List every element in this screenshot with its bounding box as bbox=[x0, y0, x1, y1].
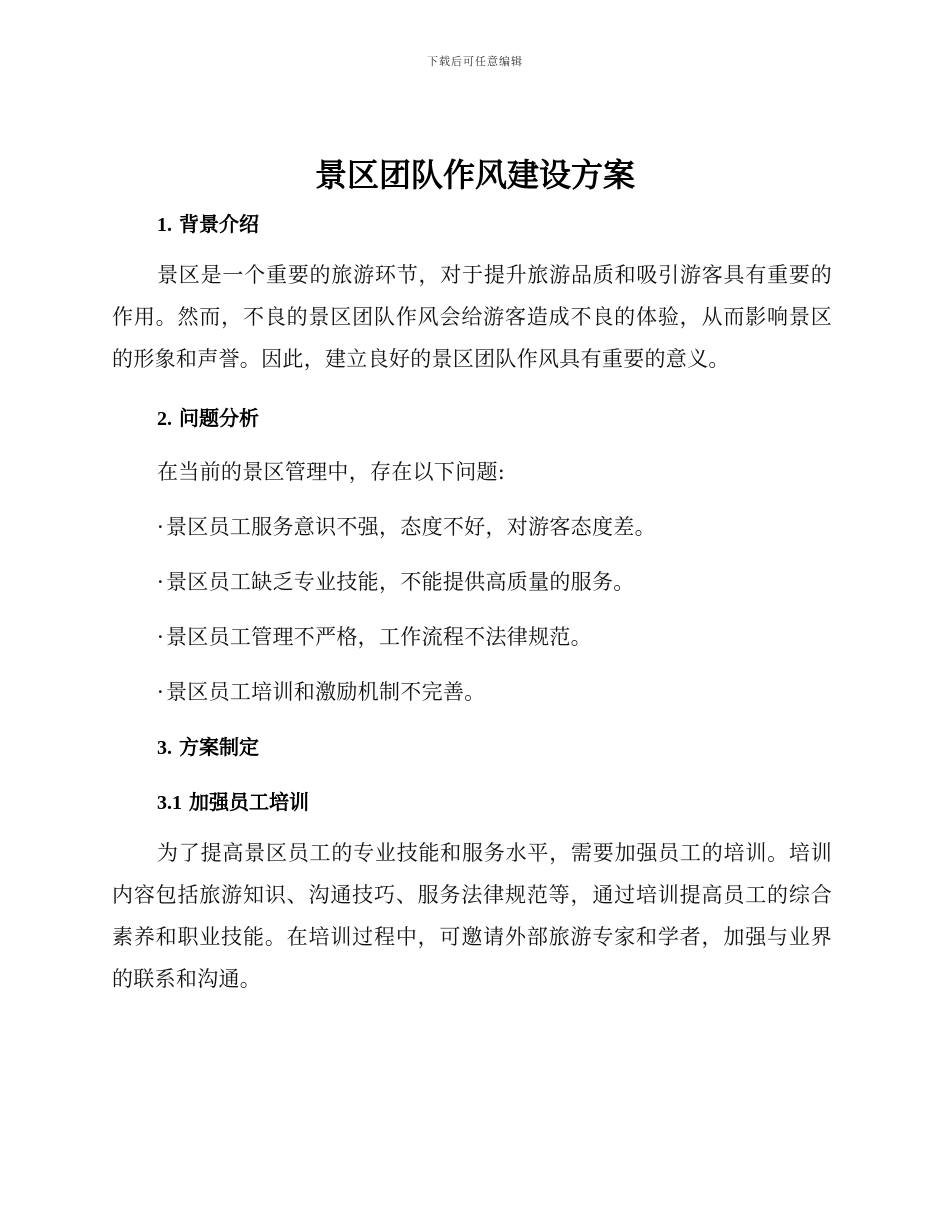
problem-list-item bbox=[157, 511, 656, 541]
problem-text: 景区员工培训和激励机制不完善。 bbox=[165, 680, 486, 704]
subsection-heading-training bbox=[157, 786, 309, 815]
document-title: 景区团队作风建设方案 bbox=[314, 156, 635, 194]
section-title: 方案制定 bbox=[178, 735, 259, 759]
bullet-icon: · bbox=[157, 515, 164, 539]
training-paragraph: 为了提高景区员工的专业技能和服务水平，需要加强员工的培训。培训内容包括旅游知识、沟通技巧、服务法律规范等，通过培训提高员工的综合素养和职业技能。在培训过程中，可邀请外部旅游专家和学者，加强与业界的联系和沟通。 bbox=[112, 841, 832, 991]
section-number: 2. bbox=[157, 408, 172, 430]
bullet-icon: · bbox=[157, 570, 164, 594]
page-header-note: 下载后可任意编辑 bbox=[427, 55, 523, 68]
bullet-icon: · bbox=[157, 680, 164, 704]
section-title: 问题分析 bbox=[178, 406, 259, 430]
section-number: 3. bbox=[157, 737, 172, 759]
problem-list-item bbox=[157, 676, 485, 706]
section-heading-plan bbox=[157, 731, 259, 760]
section-number: 1. bbox=[157, 214, 172, 236]
subsection-title: 加强员工培训 bbox=[188, 790, 309, 814]
section-heading-background bbox=[157, 208, 259, 237]
section-heading-problems bbox=[157, 402, 259, 431]
bullet-icon: · bbox=[157, 625, 164, 649]
problem-text: 景区员工管理不严格，工作流程不法律规范。 bbox=[165, 625, 592, 649]
problems-intro: 在当前的景区管理中，存在以下问题: bbox=[157, 460, 506, 484]
subsection-number: 3.1 bbox=[157, 792, 182, 814]
problem-text: 景区员工缺乏专业技能，不能提供高质量的服务。 bbox=[165, 570, 635, 594]
problem-text: 景区员工服务意识不强，态度不好，对游客态度差。 bbox=[165, 515, 656, 539]
background-paragraph: 景区是一个重要的旅游环节，对于提升旅游品质和吸引游客具有重要的作用。然而，不良的景区团队作风会给游客造成不良的体验，从而影响景区的形象和声誉。因此，建立良好的景区团队作风具有重要的意义。 bbox=[112, 263, 832, 371]
problem-list-item bbox=[157, 566, 635, 596]
section-title: 背景介绍 bbox=[178, 212, 259, 236]
problem-list-item bbox=[157, 621, 592, 651]
